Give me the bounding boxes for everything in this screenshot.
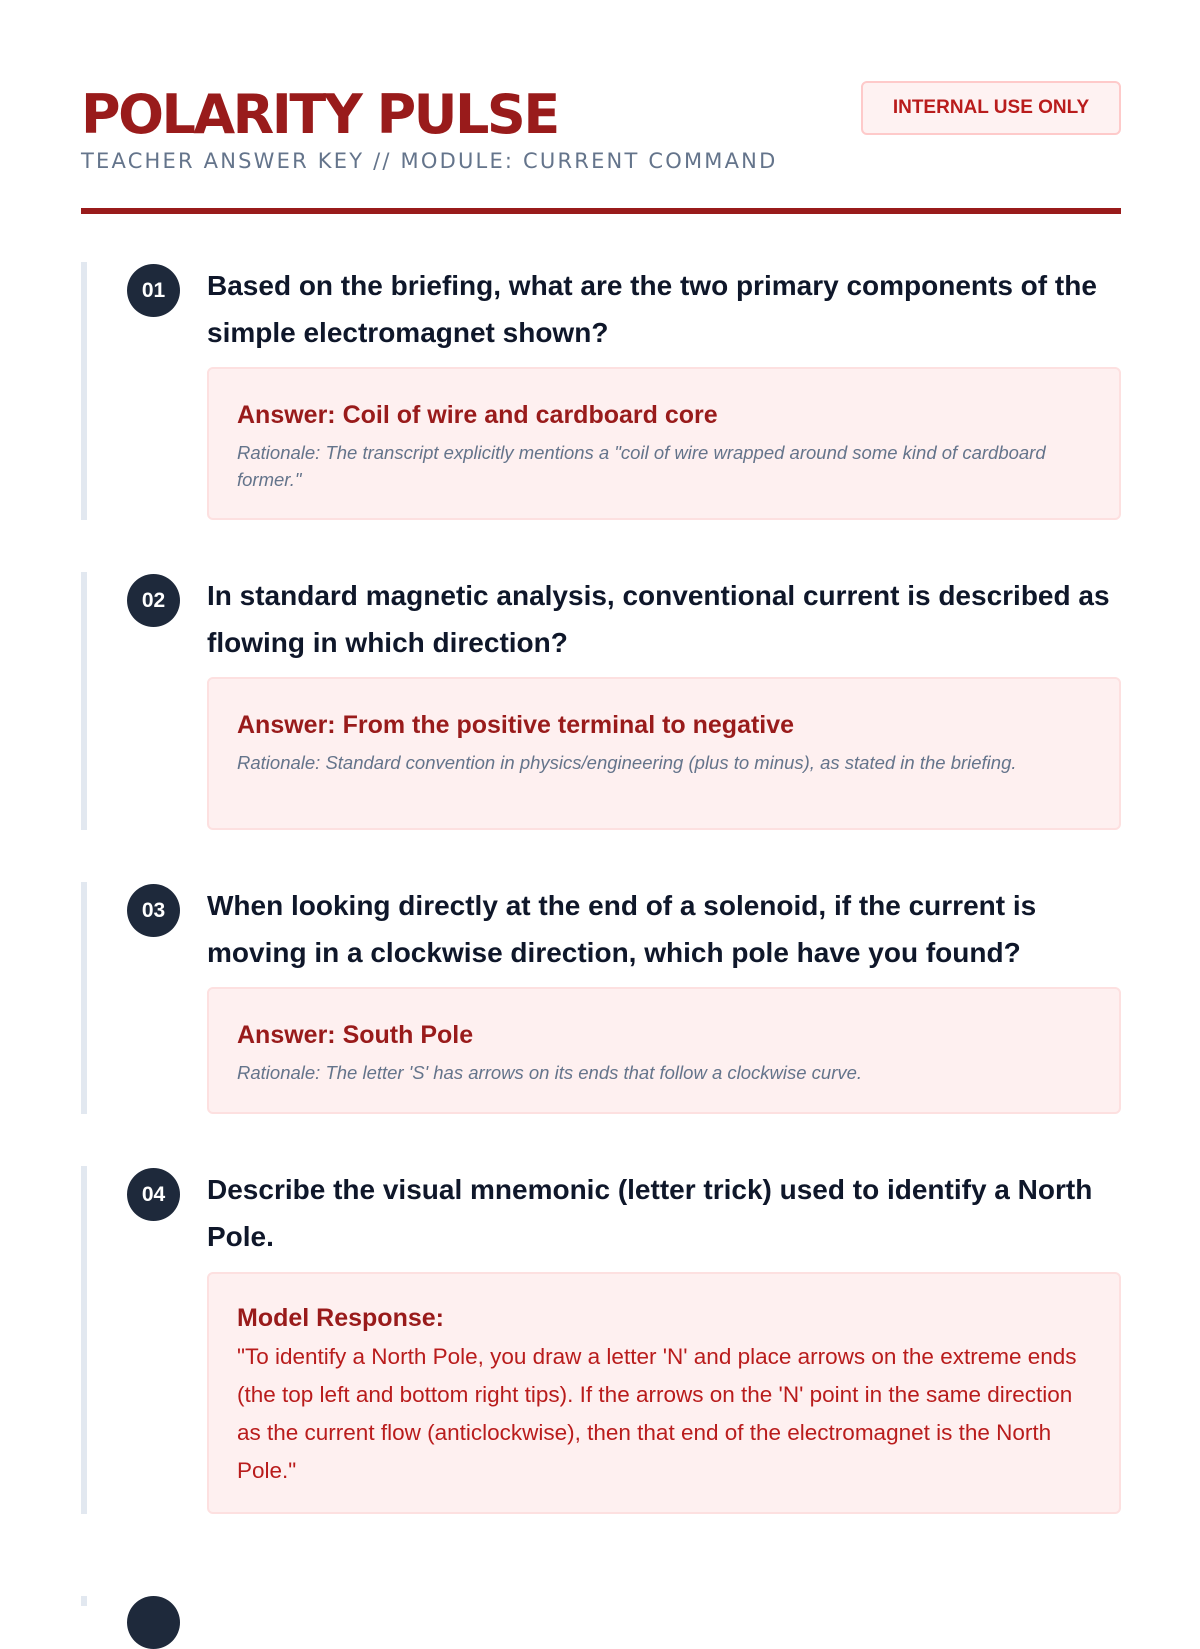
model-response-text: "To identify a North Pole, you draw a letter 'N' and place arrows on the extreme ends (the top left and bottom right tips). If the arrows on the 'N' point in the same direction as the current flow (anticlockwise), then that end of the electromagnet is the North Pole." [237,1344,1077,1483]
answer-box [207,677,1121,830]
question-text: Based on the briefing, what are the two primary components of the simple electromagnet shown? [207,270,1097,348]
question-number-badge [127,1596,180,1649]
page-header [81,0,1121,214]
question-number: 02 [127,574,180,627]
question-text: When looking directly at the end of a solenoid, if the current is moving in a clockwise direction, which pole have you found? [207,890,1037,968]
answer-box [207,987,1121,1114]
question-text: Describe the visual mnemonic (letter trick) used to identify a North Pole. [207,1174,1093,1252]
question-item [81,882,1121,1114]
answer-title: Model Response: [237,1304,444,1332]
question-number: 04 [127,1168,180,1221]
question-item [81,262,1121,520]
answer-rationale: Rationale: Standard convention in physics/engineering (plus to minus), as stated in the briefing. [237,752,1017,773]
question-item [81,572,1121,830]
page-title: POLARITY PULSE [81,83,558,146]
question-accent-bar [81,572,87,830]
internal-use-badge: INTERNAL USE ONLY [861,81,1121,135]
question-accent-bar [81,1596,87,1606]
answer-box [207,1272,1121,1514]
answer-title: Answer: South Pole [237,1021,474,1049]
answer-rationale: Rationale: The transcript explicitly mentions a "coil of wire wrapped around some kind of cardboard former." [237,442,1046,490]
answer-rationale: Rationale: The letter 'S' has arrows on its ends that follow a clockwise curve. [237,1062,863,1083]
answer-title: Answer: Coil of wire and cardboard core [237,401,718,429]
header-divider [81,208,1121,214]
answer-box [207,367,1121,520]
answer-title: Answer: From the positive terminal to negative [237,711,795,739]
question-accent-bar [81,262,87,520]
page-subtitle: TEACHER ANSWER KEY // MODULE: CURRENT COMMAND [81,149,778,173]
question-number: 03 [127,884,180,937]
question-item [81,1166,1121,1514]
question-accent-bar [81,882,87,1114]
answer-key-page [81,0,1121,1483]
question-accent-bar [81,1166,87,1514]
question-text: In standard magnetic analysis, conventional current is described as flowing in which direction? [207,580,1110,658]
question-number: 01 [127,264,180,317]
